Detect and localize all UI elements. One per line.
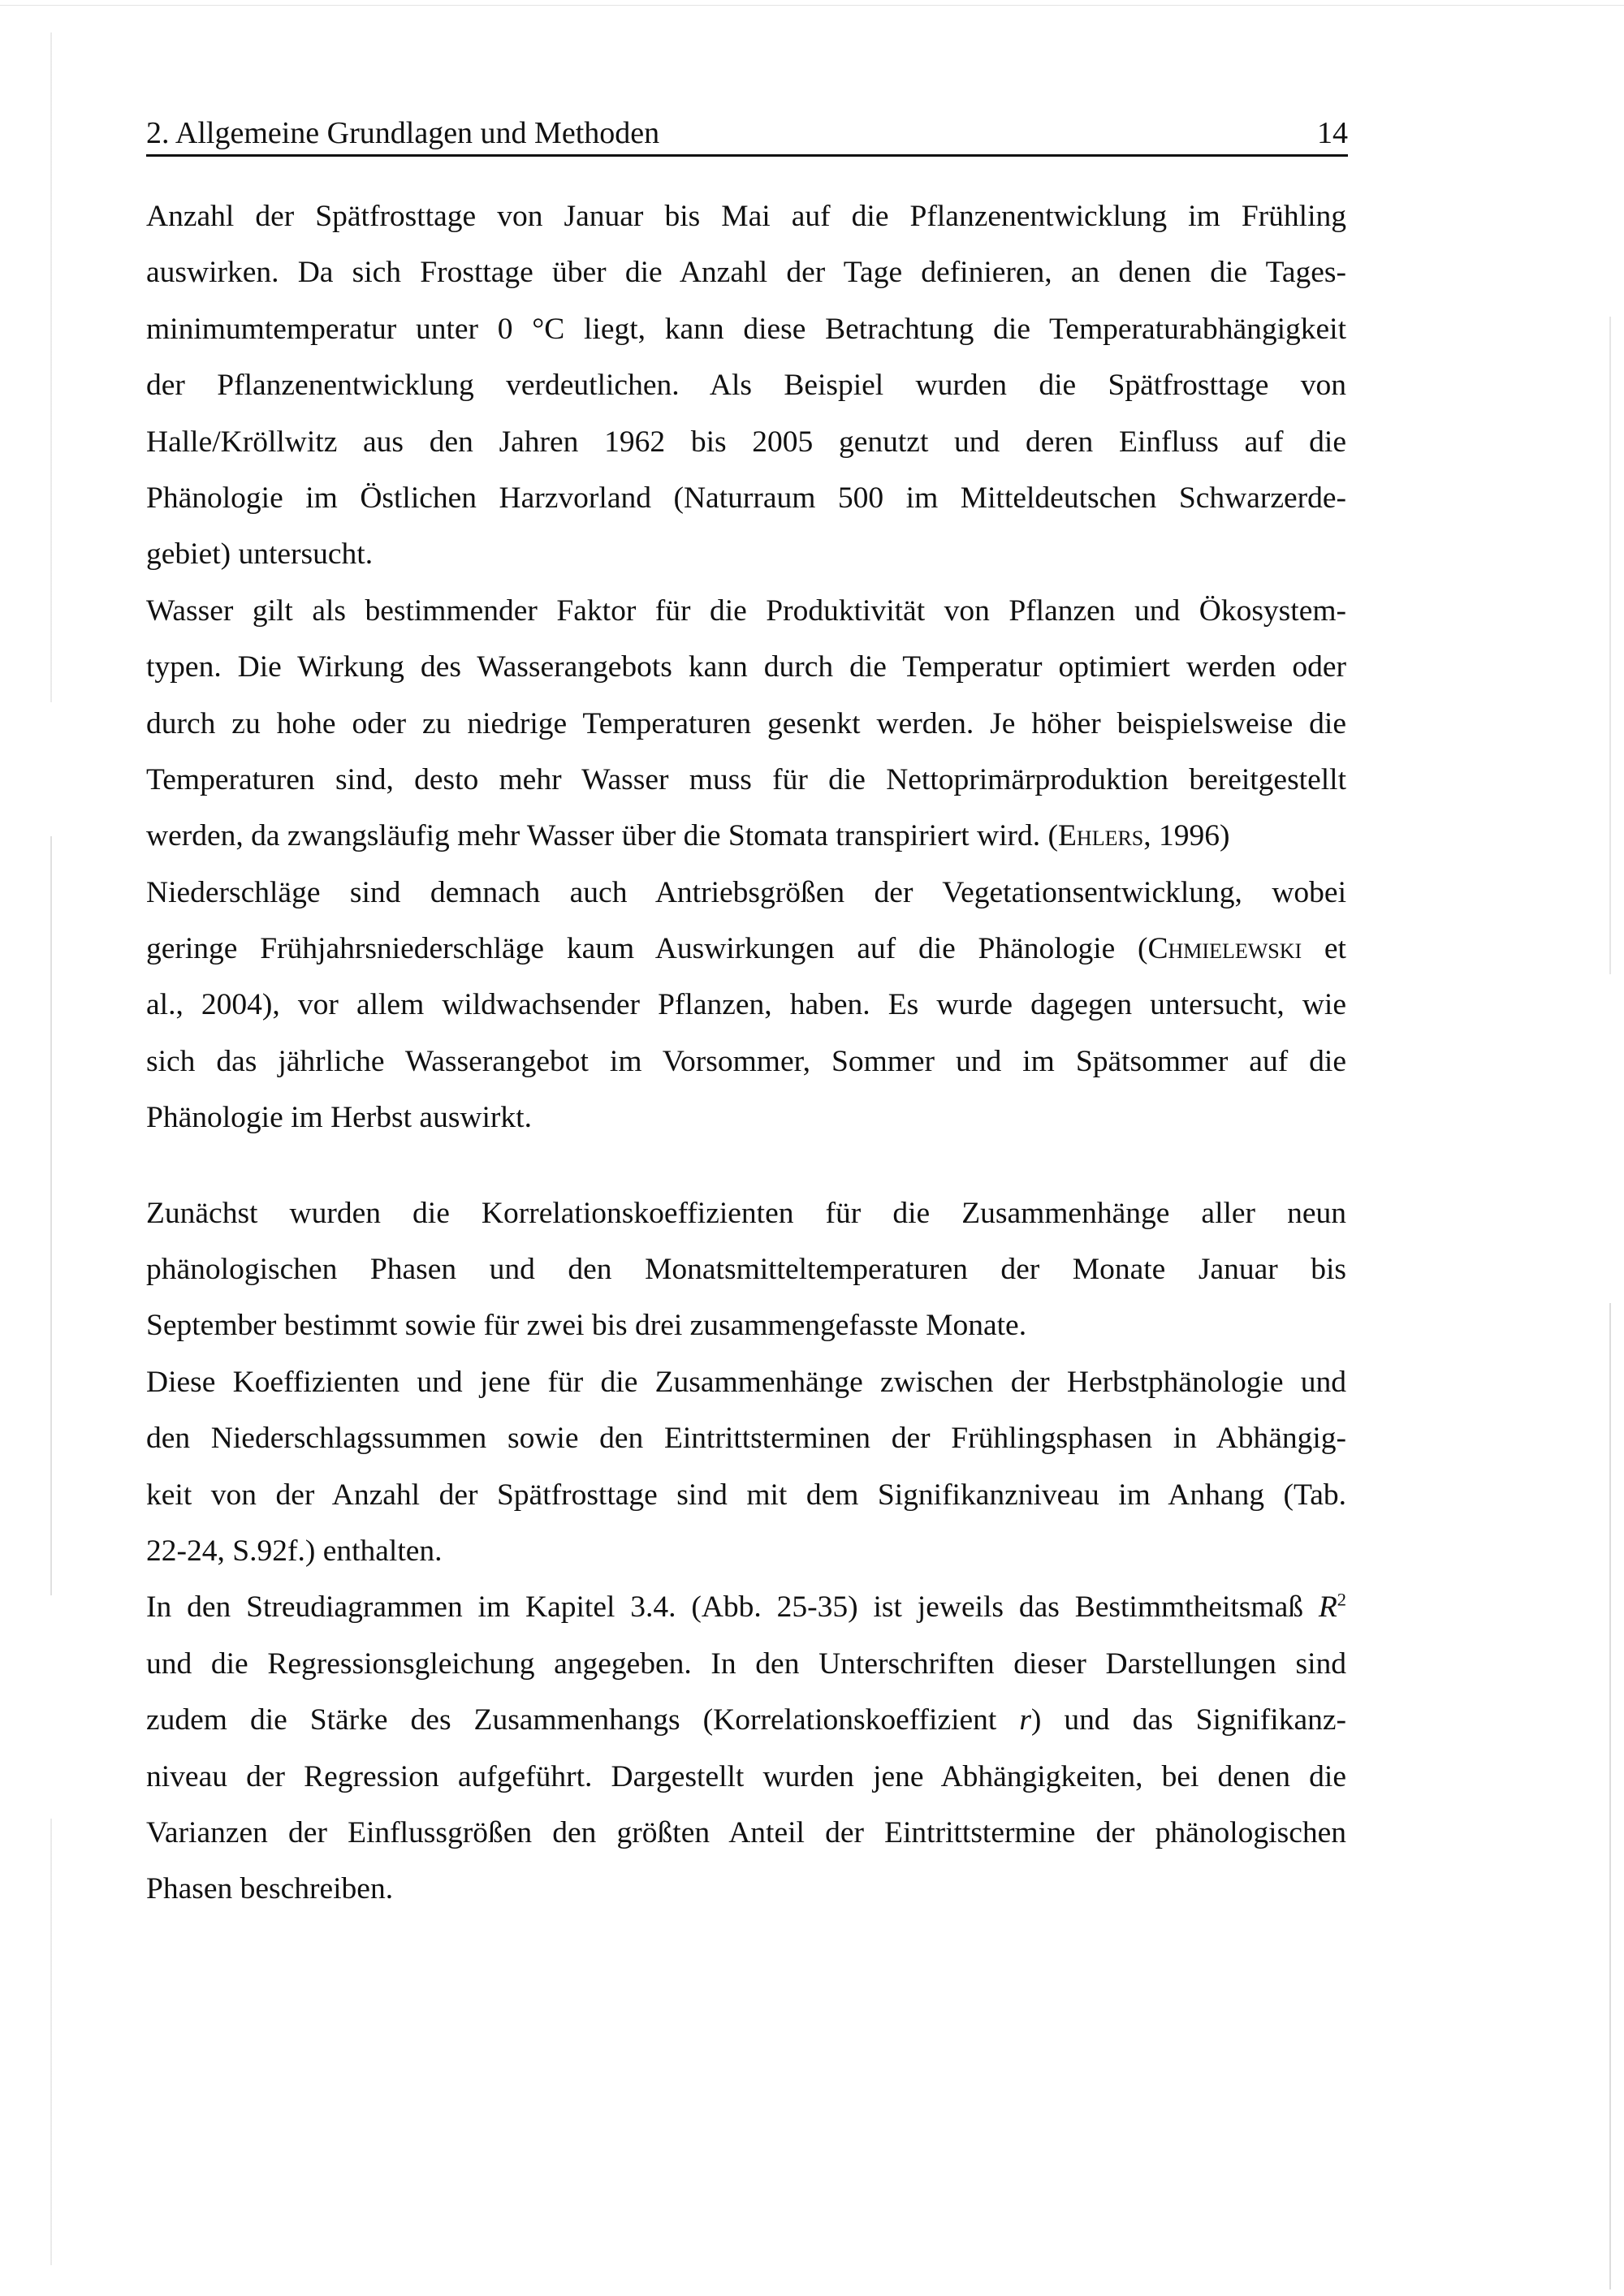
text-line: der Pflanzenentwicklung verdeutlichen. Als Beispiel wurden die Spätfrosttage von	[146, 369, 1346, 403]
paragraph	[146, 188, 1346, 583]
text-line: typen. Die Wirkung des Wasserangebots kann durch die Temperatur optimiert werden oder	[146, 650, 1346, 684]
text-line: al., 2004), vor allem wildwachsender Pflanzen, haben. Es wurde dagegen untersucht, wie	[146, 988, 1346, 1022]
body-text	[146, 188, 1346, 1918]
text-line: Wasser gilt als bestimmender Faktor für die Produktivität von Pflanzen und Ökosystem-	[146, 593, 1346, 628]
text-line: auswirken. Da sich Frosttage über die Anzahl der Tage definieren, an denen die Tages-	[146, 256, 1346, 290]
formatted-text: R	[1318, 1590, 1337, 1625]
text-line: phänologischen Phasen und den Monatsmitteltemperaturen der Monate Januar bis	[146, 1253, 1346, 1287]
scan-artifact-left	[50, 32, 52, 2265]
text-line: und die Regressionsgleichung angegeben. In den Unterschriften dieser Darstellungen sind	[146, 1646, 1346, 1681]
text-line: Phänologie im Östlichen Harzvorland (Naturraum 500 im Mitteldeutschen Schwarzerde-	[146, 481, 1346, 515]
paragraph	[146, 1354, 1346, 1580]
text-line: Phänologie im Herbst auswirkt.	[146, 1101, 532, 1135]
text-line	[146, 808, 1346, 864]
text-line: den Niederschlagssummen sowie den Eintrittsterminen der Frühlingsphasen in Abhängig-	[146, 1422, 1346, 1456]
formatted-text: r	[1019, 1703, 1031, 1737]
paragraph	[146, 1579, 1346, 1917]
text-line: Anzahl der Spätfrosttage von Januar bis Mai auf die Pflanzenentwicklung im Frühling	[146, 200, 1346, 233]
text-line: minimumtemperatur unter 0 °C liegt, kann diese Betrachtung die Temperaturabhängigkeit	[146, 312, 1346, 346]
header-rule	[146, 154, 1348, 157]
text-segment: In den Streudiagrammen im Kapitel 3.4. (Abb. 25-35) ist jeweils das Bestimmtheitsmaß	[146, 1590, 1319, 1625]
text-line: 22-24, S.92f.) enthalten.	[146, 1534, 443, 1568]
formatted-text: 2	[1337, 1589, 1346, 1610]
text-line: Phasen beschreiben.	[146, 1872, 394, 1906]
running-header	[146, 114, 1348, 153]
text-segment: werden, da zwangsläufig mehr Wasser über die Stomata transpiriert wird. (	[146, 819, 1059, 853]
text-line: gebiet) untersucht.	[146, 537, 374, 572]
text-line: September bestimmt sowie für zwei bis drei zusammengefasste Monate.	[146, 1309, 1027, 1343]
text-segment: et	[1302, 932, 1346, 966]
text-line: durch zu hohe oder zu niedrige Temperaturen gesenkt werden. Je höher beispielsweise die	[146, 706, 1346, 740]
text-line: niveau der Regression aufgeführt. Dargestellt wurden jene Abhängigkeiten, bei denen die	[146, 1759, 1346, 1793]
scan-artifact-right	[1609, 97, 1611, 2290]
author-citation: Chmielewski	[1147, 932, 1302, 966]
text-segment: ) und das Signifikanz-	[1030, 1703, 1346, 1737]
text-line: Halle/Kröllwitz aus den Jahren 1962 bis 2005 genutzt und deren Einfluss auf die	[146, 425, 1346, 459]
text-line: Varianzen der Einflussgrößen den größten Anteil der Eintrittstermine der phänologischen	[146, 1815, 1346, 1849]
paragraph	[146, 1185, 1346, 1354]
paragraph	[146, 865, 1346, 1146]
text-line	[146, 1692, 1346, 1748]
text-line: Temperaturen sind, desto mehr Wasser muss für die Nettoprimärproduktion bereitgestellt	[146, 762, 1346, 796]
paragraph	[146, 583, 1346, 865]
author-citation: Ehlers	[1058, 819, 1144, 853]
page-number: 14	[1317, 116, 1348, 150]
text-line: Diese Koeffizienten und jene für die Zusammenhänge zwischen der Herbstphänologie und	[146, 1365, 1346, 1399]
text-line: Zunächst wurden die Korrelationskoeffizienten für die Zusammenhänge aller neun	[146, 1196, 1346, 1230]
chapter-title: 2. Allgemeine Grundlagen und Methoden	[146, 116, 660, 150]
text-line: Niederschläge sind demnach auch Antriebsgrößen der Vegetationsentwicklung, wobei	[146, 875, 1346, 909]
text-line	[146, 1579, 1346, 1635]
text-line	[146, 921, 1346, 977]
text-segment: zudem die Stärke des Zusammenhangs (Korrelationskoeffizient	[146, 1703, 1020, 1737]
text-segment: , 1996)	[1143, 819, 1230, 853]
scan-artifact-top	[0, 5, 1624, 6]
text-line: sich das jährliche Wasserangebot im Vorsommer, Sommer und im Spätsommer auf die	[146, 1044, 1346, 1078]
text-segment: geringe Frühjahrsniederschläge kaum Auswirkungen auf die Phänologie (	[146, 932, 1148, 966]
text-line: keit von der Anzahl der Spätfrosttage sind mit dem Signifikanzniveau im Anhang (Tab.	[146, 1478, 1346, 1512]
